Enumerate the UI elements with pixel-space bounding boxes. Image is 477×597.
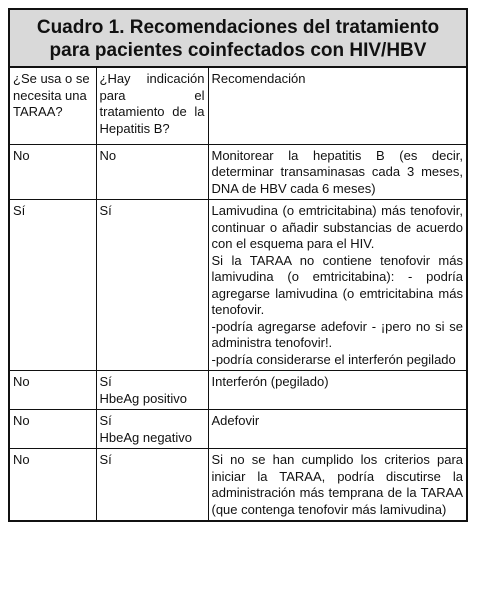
- row-hepatitis-value: Sí: [99, 413, 112, 428]
- table-row: [10, 410, 466, 449]
- row-hepatitis-cell: [96, 449, 208, 521]
- table-row: [10, 449, 466, 521]
- row-taraa-value: No: [13, 413, 30, 428]
- row-recommendation-text: Lamivudina (o emtricitabina) más tenofovir, continuar o añadir substancias de acuerdo con el esquema para el HIV.: [211, 203, 463, 251]
- row-taraa-value: Sí: [13, 203, 26, 218]
- row-recommendation-cell: [208, 371, 466, 410]
- row-hbeag-status: HbeAg negativo: [99, 429, 193, 445]
- row-hbeag-status: HbeAg positivo: [99, 390, 187, 406]
- table-header-row: [10, 68, 466, 144]
- table-title-line-1: Cuadro 1. Recomendaciones del tratamiento: [36, 17, 440, 38]
- row-recommendation-text: -podría agregarse adefovir - ¡pero no si se administra tenofovir!.: [211, 318, 463, 350]
- row-hepatitis-value: Sí: [99, 203, 112, 218]
- row-hepatitis-value: No: [99, 147, 117, 163]
- recommendation-table-frame: [8, 8, 468, 522]
- row-taraa-cell: [10, 200, 96, 371]
- row-recommendation-text: Si la TARAA no contiene tenofovir más lamivudina (o emtricitabina): - podría agregarse lamivudina (o emtricitabina más tenofovir.: [211, 252, 463, 317]
- header-hepatitis-text: ¿Hay indicación para el tratamiento de la Hepatitis B?: [99, 71, 205, 136]
- header-taraa-text: ¿Se usa o se necesita una TARAA?: [13, 71, 90, 119]
- row-taraa-value: No: [13, 147, 30, 163]
- row-recommendation-text: Monitorear la hepatitis B (es decir, determinar transaminasas cada 3 meses, DNA de HBV cada 6 meses): [211, 147, 463, 196]
- row-recommendation-text: Interferón (pegilado): [211, 374, 329, 389]
- row-recommendation-cell: [208, 144, 466, 200]
- row-hepatitis-cell: [96, 200, 208, 371]
- row-hepatitis-value: Sí: [99, 452, 112, 467]
- row-recommendation-cell: [208, 449, 466, 521]
- table-title-line-2: para pacientes coinfectados con HIV/HBV: [49, 40, 427, 61]
- header-cell-recommendation: [208, 68, 466, 144]
- table-row: [10, 371, 466, 410]
- row-hepatitis-value: Sí: [99, 374, 112, 389]
- row-recommendation-cell: [208, 200, 466, 371]
- table-row: [10, 144, 466, 200]
- row-hepatitis-cell: [96, 410, 208, 449]
- row-hepatitis-cell: [96, 371, 208, 410]
- table-row: [10, 200, 466, 371]
- row-taraa-cell: [10, 410, 96, 449]
- row-hepatitis-cell: [96, 144, 208, 200]
- row-taraa-cell: [10, 144, 96, 200]
- header-cell-taraa: [10, 68, 96, 144]
- row-taraa-cell: [10, 371, 96, 410]
- row-taraa-cell: [10, 449, 96, 521]
- row-recommendation-text: Si no se han cumplido los criterios para iniciar la TARAA, podría discutirse la administración más temprana de la TARAA (que contenga tenofovir más lamivudina): [211, 452, 463, 517]
- row-taraa-value: No: [13, 452, 30, 467]
- row-recommendation-text: -podría considerarse el interferón pegilado: [211, 351, 456, 367]
- row-recommendation-text: Adefovir: [211, 413, 260, 428]
- row-recommendation-cell: [208, 410, 466, 449]
- recommendation-table: [10, 68, 466, 520]
- header-recommendation-text: Recomendación: [211, 71, 306, 86]
- table-title: [10, 10, 466, 68]
- header-cell-hepatitis-indication: [96, 68, 208, 144]
- row-taraa-value: No: [13, 374, 30, 389]
